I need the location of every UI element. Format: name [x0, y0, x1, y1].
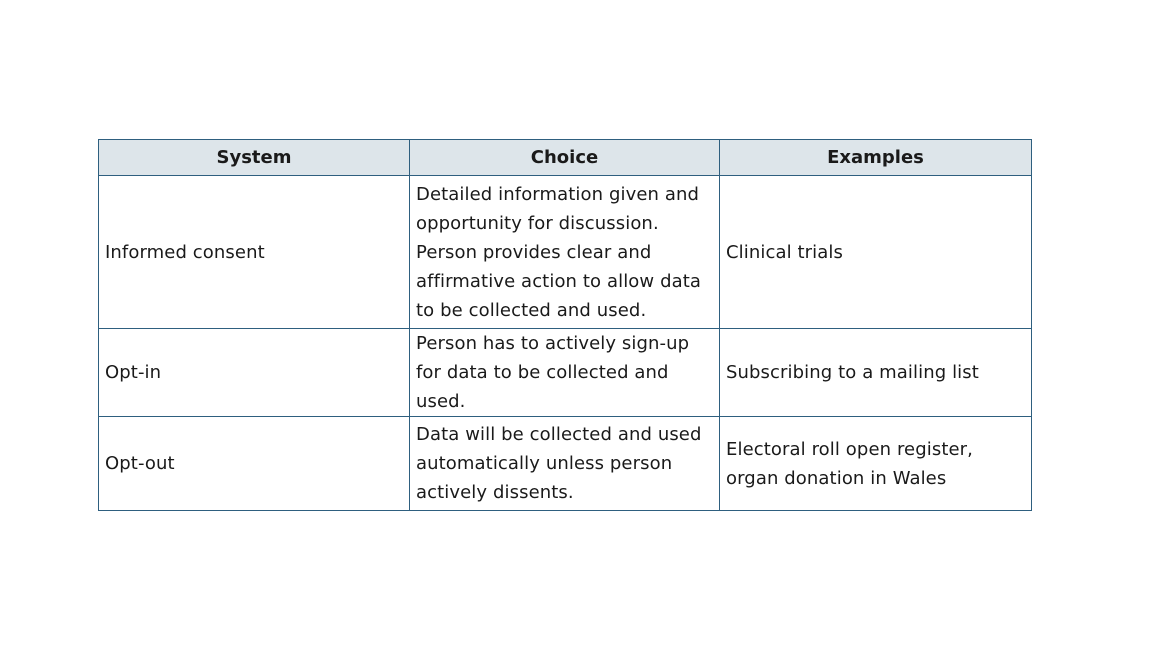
- cell-system: Opt-in: [99, 329, 410, 417]
- cell-examples: Subscribing to a mailing list: [720, 329, 1032, 417]
- table-row: [99, 417, 1032, 511]
- cell-system: Opt-out: [99, 417, 410, 511]
- header-system: System: [99, 140, 410, 176]
- cell-examples: Clinical trials: [720, 176, 1032, 329]
- cell-choice: Data will be collected and used automatically unless person actively dissents.: [410, 417, 720, 511]
- header-choice: Choice: [410, 140, 720, 176]
- table-row: [99, 176, 1032, 329]
- cell-choice: Person has to actively sign-up for data to be collected and used.: [410, 329, 720, 417]
- cell-examples: Electoral roll open register, organ donation in Wales: [720, 417, 1032, 511]
- consent-systems-table: [98, 139, 1032, 511]
- header-examples: Examples: [720, 140, 1032, 176]
- cell-system: Informed consent: [99, 176, 410, 329]
- table-row: [99, 329, 1032, 417]
- cell-choice: Detailed information given and opportunity for discussion. Person provides clear and affirmative action to allow data to be collected and used.: [410, 176, 720, 329]
- table-header-row: [99, 140, 1032, 176]
